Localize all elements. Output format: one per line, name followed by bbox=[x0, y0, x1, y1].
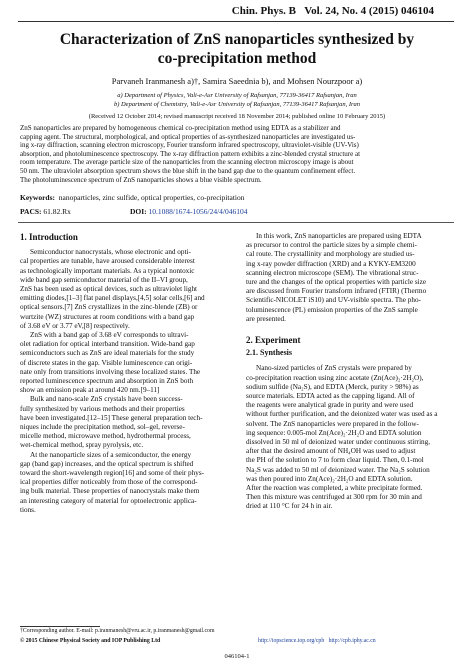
text-line: show an emission peak at around 420 nm.[9–11] bbox=[20, 386, 160, 395]
footnote-rule bbox=[20, 626, 100, 627]
text-line: dissolved in 50 ml of deionized water under continuous stirring, bbox=[246, 438, 431, 447]
paragraph bbox=[20, 395, 234, 450]
text-line: are presented. bbox=[246, 314, 286, 323]
text-line: capping agent. The structural, morphological, and optical properties of as-synthesized nanoparticles are investigated us- bbox=[20, 132, 356, 141]
text-line: ical properties differ noticeably from those of the correspond- bbox=[20, 478, 198, 487]
text-line: Then this mixture was centrifuged at 300 rpm for 30 min and bbox=[246, 493, 422, 502]
text-line: micelle method, microwave method, hydrothermal process, bbox=[20, 432, 191, 441]
text-line: tions. bbox=[20, 505, 36, 514]
text-line: In this work, ZnS nanoparticles are prepared using EDTA bbox=[256, 232, 422, 240]
received-dates: (Received 12 October 2014; revised manuscript received 18 November 2014; published online 10 February 2015) bbox=[88, 113, 386, 120]
text-line: niques include the precipitation method, sol–gel, reverse- bbox=[20, 423, 185, 432]
text-line: Nano-sized particles of ZnS crystals were prepared by bbox=[256, 364, 412, 373]
text-line: as precursor to control the particle sizes by a simple chemi- bbox=[246, 241, 417, 250]
text-line: was then poured into Zn(Ace)₂·2H₂O and EDTA solution. bbox=[246, 474, 413, 483]
text-line: wet-chemical method, spray pyrolysis, etc. bbox=[20, 441, 144, 450]
doi-link[interactable]: 10.1088/1674-1056/24/4/046104 bbox=[148, 207, 248, 216]
pacs-code: 61.82.Rx bbox=[43, 207, 71, 216]
text-line: Semiconductor nanocrystals, whose electronic and opti- bbox=[30, 248, 191, 257]
copyright-text: © 2015 Chinese Physical Society and IOP Publishing Ltd bbox=[20, 638, 161, 644]
doi bbox=[130, 207, 248, 216]
text-line: olet radiation for optical interband transition. Wide-band gap bbox=[20, 340, 195, 349]
text-line: wurtzite (WZ) structures at room conditions with a band gap bbox=[20, 312, 195, 321]
text-line: cal properties are tunable, have aroused considerable interest bbox=[20, 257, 195, 266]
text-line: an interesting category of material for optoelectronic applica- bbox=[20, 496, 197, 505]
text-line: Na₂S was added to 50 ml of deionized water. The Na₂S solution bbox=[246, 465, 430, 474]
text-line: source materials. EDTA acted as the capping ligand. All of bbox=[246, 392, 415, 401]
text-line: ing bulk material. These properties of nanocrystals make them bbox=[20, 487, 200, 496]
paragraph bbox=[20, 248, 234, 331]
right-column bbox=[246, 232, 458, 512]
iop-link[interactable]: http://iopscience.iop.org/cpb bbox=[258, 638, 325, 644]
text-line: 50 nm. The ultraviolet absorption spectrum shows the blue shift in the band gap due to the quantum confinement effect. bbox=[20, 166, 356, 175]
text-line: toluminescence (PL) emission properties of the ZnS sample bbox=[246, 305, 418, 314]
text-line: ZnS nanoparticles are prepared by homogeneous chemical co-precipitation method using EDTA as a stabilizer and bbox=[20, 124, 341, 132]
text-line: scanning electron microscope (SEM). The vibrational struc- bbox=[246, 268, 419, 277]
pacs bbox=[20, 207, 71, 216]
text-line: after that the desired amount of NH₄OH was used to adjust bbox=[246, 447, 416, 456]
text-line: gap (band gap) increases, and the optical spectrum is shifted bbox=[20, 459, 194, 468]
abstract bbox=[20, 124, 454, 184]
synthesis-body bbox=[246, 364, 458, 511]
header-rule bbox=[18, 21, 454, 22]
journal-links bbox=[258, 638, 376, 644]
text-line: optical sensors.[7] ZnS crystallizes in the zinc-blende (ZB) or bbox=[20, 303, 198, 312]
title-line-1: Characterization of ZnS nanoparticles synthesized by bbox=[59, 31, 415, 48]
text-line: After the reaction was completed, a white precipitate formed. bbox=[246, 484, 423, 493]
text-line: ZnS with a band gap of 3.68 eV corresponds to ultravi- bbox=[30, 331, 189, 340]
text-line: room temperature. The average particle size of the nanoparticles from the scanning electron microscopy image is about bbox=[20, 158, 354, 167]
affiliation-b: b) Department of Chemistry, Vali-e-Asr University of Rafsanjan, 77139-36417 Rafsanjan, Iran bbox=[113, 101, 361, 108]
text-line: Bulk and nano-scale ZnS crystals have been success- bbox=[30, 395, 183, 404]
cpb-link[interactable]: http://cpb.iphy.ac.cn bbox=[328, 638, 376, 644]
paper-title bbox=[0, 30, 474, 68]
text-line: emitting diodes,[1–3] flat panel displays,[4,5] solar cells,[6] and bbox=[20, 294, 205, 303]
text-line: of discrete states in the gap. Visible luminescence can origi- bbox=[20, 358, 193, 367]
pacs-label: PACS: bbox=[20, 207, 42, 216]
text-line: are discussed from Fourier transform infrared (FTIR) (Thermo bbox=[246, 287, 427, 296]
section-experiment-title: 2. Experiment bbox=[246, 336, 301, 346]
paragraph bbox=[20, 451, 234, 515]
section-introduction-title: 1. Introduction bbox=[20, 233, 78, 242]
text-line: toward the short-wavelength region[16] and some of their phys- bbox=[20, 469, 205, 478]
introduction-body bbox=[20, 248, 234, 515]
affiliations bbox=[0, 91, 474, 109]
left-column bbox=[20, 230, 234, 515]
doi-label: DOI: bbox=[130, 207, 147, 216]
text-line: as technologically important materials. As a typical nontoxic bbox=[20, 266, 195, 275]
text-line: ing x-ray powder diffraction (XRD) and a KYKY-EM3200 bbox=[246, 259, 416, 268]
text-line: absorption, and photoluminescence spectroscopy. The x-ray diffraction pattern exhibits a zinc-blended crystal structure at bbox=[20, 149, 361, 158]
text-line: nate only from transitions involving these localized states. The bbox=[20, 367, 201, 376]
text-line: cal route. The crystallinity and morphology are studied us- bbox=[246, 250, 415, 259]
text-line: co-precipitation reaction using zinc acetate (Zn(Ace)₂·2H₂O), bbox=[246, 373, 424, 382]
text-line: ture and the changes of the optical properties with particle size bbox=[246, 278, 427, 287]
journal-header bbox=[232, 5, 434, 17]
text-line: The photoluminescence spectrum of ZnS nanoparticles shows a blue visible spectrum. bbox=[20, 175, 262, 184]
volume-info: Vol. 24, No. 4 (2015) 046104 bbox=[304, 5, 434, 17]
page-number: 046104-1 bbox=[224, 653, 250, 660]
text-line: semiconductors such as ZnS are ideal materials for the study bbox=[20, 349, 195, 358]
corresponding-author-note: †Corresponding author. E-mail: p.iranmanesh@vru.ac.ir, p.iranmanesh@gmail.com bbox=[20, 628, 215, 634]
text-line: solvent. The ZnS nanoparticles were prepared in the follow- bbox=[246, 419, 419, 428]
text-line: ing sequence: 0.005-mol Zn(Ace)₂·2H₂O and EDTA solution bbox=[246, 428, 422, 437]
keywords-label: Keywords: bbox=[20, 193, 55, 202]
text-line: the PH of the solution to 7 to form clear liquid. Then, 0.1-mol bbox=[246, 456, 424, 465]
title-line-2: co-precipitation method bbox=[157, 50, 317, 67]
text-line: ZnS has been used as optical devices, such as ultraviolet light bbox=[20, 285, 198, 294]
text-line: dried at 110 °C for 24 h in air. bbox=[246, 502, 333, 511]
author-list: Parvaneh Iranmanesh a)†, Samira Saeednia b), and Mohsen Nourzpoor a) bbox=[111, 76, 363, 86]
text-line: the reagents were analytical grade in purity and were used bbox=[246, 401, 414, 410]
text-line: of 3.68 eV or 3.77 eV,[8] respectively. bbox=[20, 321, 130, 330]
journal-name: Chin. Phys. B bbox=[231, 5, 296, 17]
paragraph bbox=[20, 331, 234, 395]
text-line: wide band gap semiconductor material of the II–VI group, bbox=[20, 275, 188, 284]
keywords-text: nanoparticles, zinc sulfide, optical properties, co-precipitation bbox=[58, 193, 245, 202]
keywords bbox=[20, 193, 245, 202]
text-line: reported luminescence spectrum and absorption in ZnS both bbox=[20, 377, 194, 386]
text-line: fully synthesized by various methods and their properties bbox=[20, 404, 185, 413]
subsection-synthesis-title: 2.1. Synthesis bbox=[246, 348, 293, 358]
text-line: Scientific-NICOLET iS10) and UV-visible spectra. The pho- bbox=[246, 296, 421, 305]
affiliation-a: a) Department of Physics, Vali-e-Asr University of Rafsanjan, 77139-36417 Rafsanjan, Iran bbox=[117, 92, 357, 99]
abstract-rule bbox=[18, 222, 454, 223]
text-line: sodium sulfide (Na₂S), and EDTA (Merck, purity > 98%) as bbox=[246, 382, 419, 391]
copyright bbox=[20, 638, 160, 644]
text-line: without further purification, and the deionized water was used as a bbox=[246, 410, 438, 419]
text-line: have been investigated.[12–15] These general preparation tech- bbox=[20, 413, 203, 422]
intro-continuation bbox=[246, 232, 458, 324]
text-line: At the nanoparticle sizes of a semiconductor, the energy bbox=[30, 450, 192, 459]
text-line: ing x-ray diffraction, scanning electron microscopy, Fourier transform infrared spectroscopy, ultraviolet-visible (UV-Vis) bbox=[20, 141, 359, 150]
